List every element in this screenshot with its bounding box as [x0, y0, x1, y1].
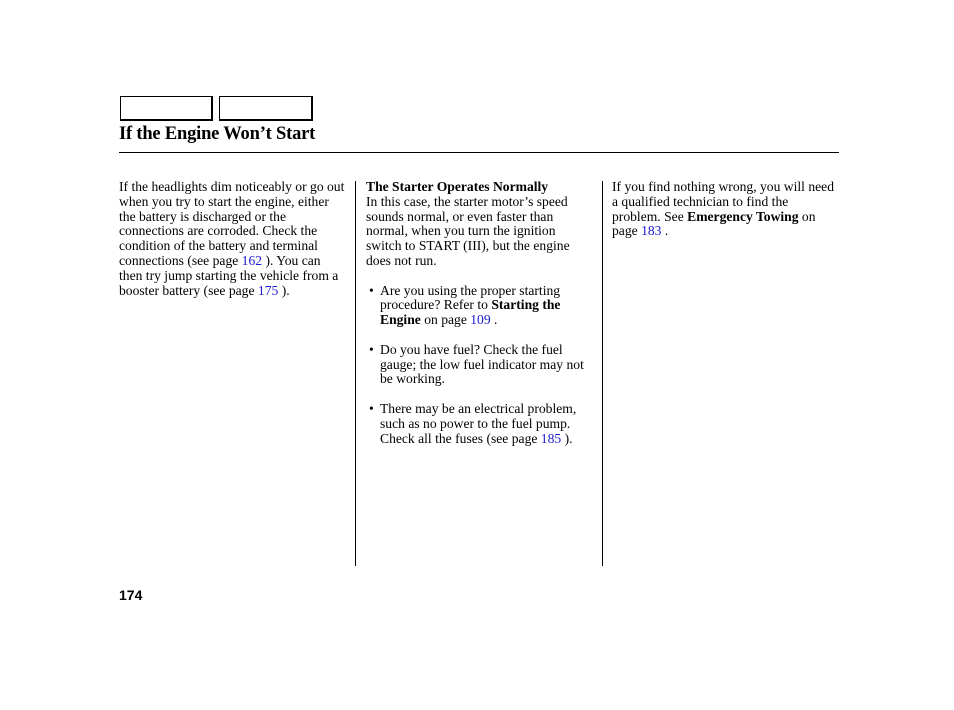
list-item-text: .: [490, 312, 498, 328]
page-link-175[interactable]: 175: [257, 282, 279, 298]
paragraph-text: If you find nothing wrong, you will need a qualified technician to find the problem. See: [612, 179, 835, 224]
column-1: [119, 180, 347, 298]
paragraph-text: .: [661, 223, 669, 239]
battery-paragraph: [119, 180, 347, 298]
paragraph-text: on page: [612, 208, 816, 239]
paragraph-text: If the headlights dim noticeably or go out when you try to start the engine, either the battery is discharged or the connections are corroded. Check the condition of the battery and terminal connections (see page: [119, 179, 345, 268]
page-link-185[interactable]: 185: [540, 430, 562, 446]
bullet-icon: •: [369, 282, 374, 298]
list-item: [366, 284, 594, 328]
list-item: [366, 402, 594, 446]
page-link-109[interactable]: 109: [470, 312, 491, 328]
bullet-icon: •: [369, 400, 374, 416]
list-item-text: ).: [561, 430, 573, 446]
nav-button-previous[interactable]: [120, 96, 213, 121]
cross-reference: Emergency Towing: [687, 208, 799, 224]
page-number: 174: [119, 587, 143, 603]
list-item-text: There may be an electrical problem, such as no power to the fuel pump. Check all the fuses (see page: [380, 400, 577, 446]
technician-paragraph: [612, 180, 834, 239]
intro-paragraph: In this case, the starter motor’s speed sounds normal, or even faster than normal, when you turn the ignition switch to START (III), but the engine does not run.: [366, 193, 570, 268]
cross-reference: Starting the Engine: [380, 297, 561, 328]
bullet-icon: •: [369, 341, 374, 357]
list-item-text: Are you using the proper starting procedure? Refer to: [380, 282, 561, 313]
column-3: [612, 180, 834, 239]
title-divider: [119, 152, 839, 153]
page-title: If the Engine Won’t Start: [119, 124, 316, 144]
page-link-183[interactable]: 183: [641, 223, 662, 239]
section-heading: The Starter Operates Normally: [366, 179, 549, 194]
column-2: [366, 180, 594, 446]
column-divider-2: [602, 181, 603, 566]
list-item-text: on page: [420, 312, 471, 328]
list-item: [366, 343, 594, 387]
paragraph-text: ). You can then try jump starting the vehicle from a booster battery (see page: [119, 252, 339, 298]
column-divider-1: [355, 181, 356, 566]
page-link-162[interactable]: 162: [241, 252, 263, 268]
list-item-text: Do you have fuel? Check the fuel gauge; the low fuel indicator may not be working.: [380, 341, 584, 387]
paragraph-text: ).: [278, 282, 290, 298]
nav-button-next[interactable]: [219, 96, 313, 121]
